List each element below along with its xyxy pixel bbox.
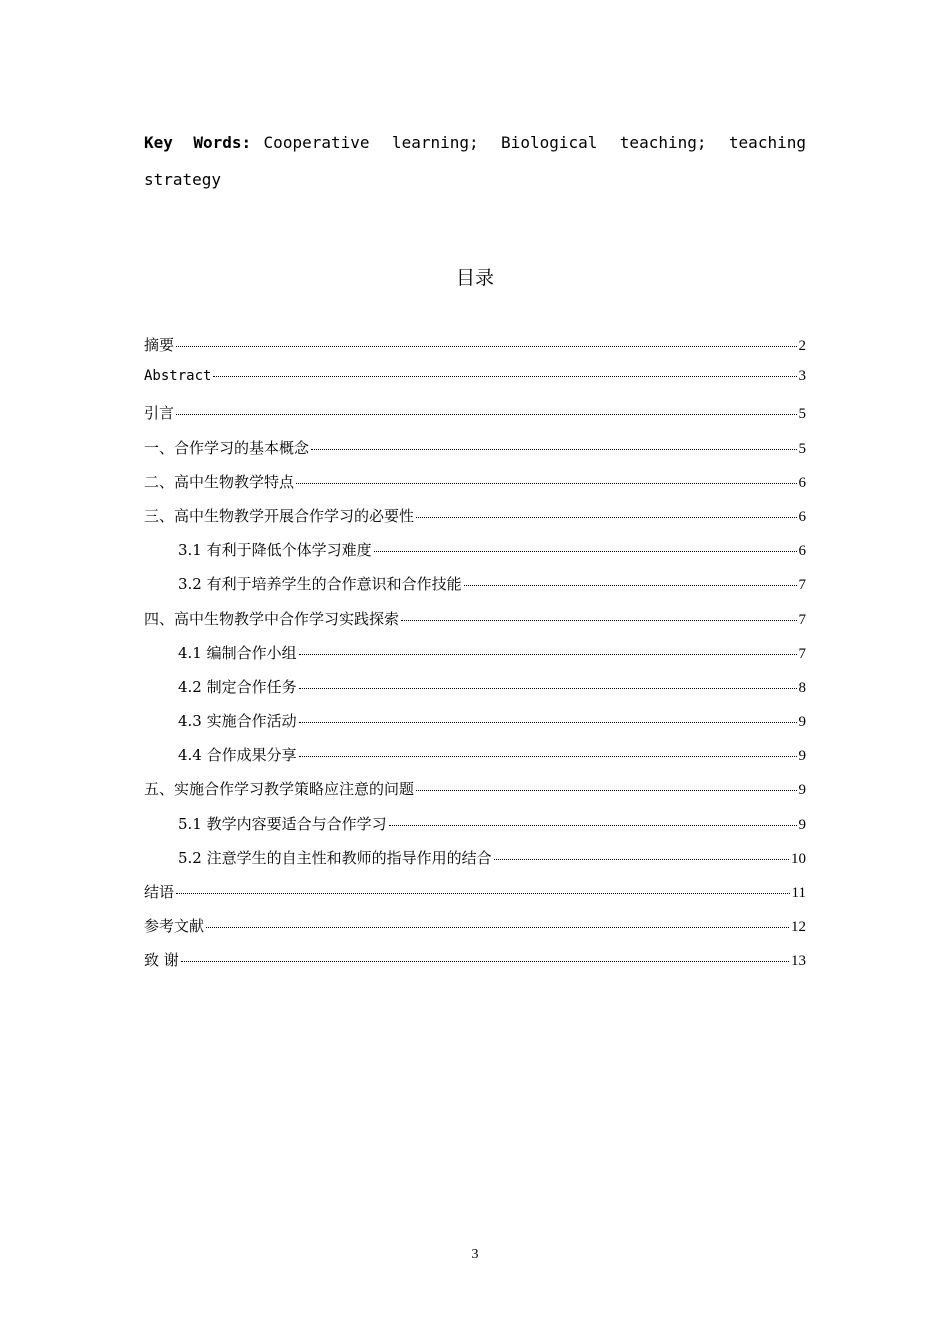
toc-entry-page: 10 [791, 850, 806, 867]
toc-entry[interactable] [144, 402, 806, 436]
toc-entry-label: 结语 [144, 883, 175, 901]
toc-entry-page: 7 [798, 577, 806, 594]
toc-dot-leader [206, 927, 789, 928]
toc-entry[interactable] [144, 471, 806, 505]
toc-entry-label: 3.1 有利于降低个体学习难度 [178, 541, 372, 560]
toc-dot-leader [494, 859, 789, 860]
toc-entry-page: 9 [798, 714, 806, 731]
toc-entry-label: 引言 [144, 404, 175, 423]
toc-entry[interactable] [144, 778, 806, 812]
toc-entry[interactable] [144, 437, 806, 471]
toc-entry-label: 五、实施合作学习教学策略应注意的问题 [144, 780, 415, 799]
toc-entry-page: 7 [798, 611, 806, 628]
toc-entry-page: 9 [798, 782, 806, 799]
toc-dot-leader [299, 756, 797, 757]
keywords-paragraph [144, 124, 806, 198]
toc-dot-leader [299, 688, 797, 689]
toc-entry-page: 9 [798, 748, 806, 765]
keywords-separator: : [241, 133, 252, 152]
toc-dot-leader [311, 449, 796, 450]
toc-dot-leader [176, 346, 796, 347]
toc-entry-label: 摘要 [144, 336, 175, 354]
toc-title: 目录 [455, 267, 494, 289]
toc-entry-page: 7 [798, 645, 806, 662]
toc-entry-label: 参考文献 [144, 917, 205, 936]
toc-entry-label: 3.2 有利于培养学生的合作意识和合作技能 [178, 575, 462, 594]
toc-entry[interactable] [144, 813, 806, 847]
toc-entry[interactable] [144, 642, 806, 676]
toc-entry-page: 5 [798, 406, 806, 423]
toc-entry-page: 8 [798, 679, 806, 696]
toc-entry[interactable] [144, 676, 806, 710]
toc-entry-page: 3 [798, 368, 806, 385]
page-number: 3 [471, 1247, 479, 1262]
toc-dot-leader [176, 893, 790, 894]
toc-entry[interactable] [144, 949, 806, 983]
toc-dot-leader [416, 517, 796, 518]
toc-entry[interactable] [144, 573, 806, 607]
toc-entry-label: 二、高中生物教学特点 [144, 472, 295, 491]
toc-dot-leader [181, 961, 789, 962]
toc-dot-leader [213, 376, 796, 377]
toc-dot-leader [416, 790, 796, 791]
toc-entry-label: 4.1 编制合作小组 [178, 643, 297, 662]
toc-entry-label: 三、高中生物教学开展合作学习的必要性 [144, 506, 415, 525]
table-of-contents [144, 334, 806, 984]
toc-dot-leader [299, 654, 797, 655]
toc-entry-page: 6 [798, 508, 806, 525]
toc-entry[interactable] [144, 608, 806, 642]
toc-entry-label: 4.4 合作成果分享 [178, 746, 297, 765]
toc-dot-leader [464, 585, 797, 586]
toc-entry-page: 5 [798, 440, 806, 457]
toc-entry[interactable] [144, 334, 806, 368]
toc-entry-label: 一、合作学习的基本概念 [144, 438, 310, 457]
toc-entry-label: Abstract [144, 368, 212, 385]
toc-entry[interactable] [144, 881, 806, 915]
toc-entry-label: 致 谢 [144, 951, 179, 970]
toc-dot-leader [176, 414, 796, 415]
toc-dot-leader [401, 620, 796, 621]
toc-entry-page: 12 [791, 919, 806, 936]
keywords-label: Key Words [144, 133, 242, 152]
toc-entry-label: 5.1 教学内容要适合与合作学习 [178, 814, 387, 833]
toc-entry[interactable] [144, 847, 806, 881]
toc-entry-label: 5.2 注意学生的自主性和教师的指导作用的结合 [178, 848, 492, 867]
toc-entry-label: 4.2 制定合作任务 [178, 677, 297, 696]
toc-dot-leader [389, 825, 797, 826]
toc-entry-page: 13 [791, 953, 806, 970]
toc-entry[interactable] [144, 915, 806, 949]
keywords-text: Cooperative learning; Biological teaching; teaching strategy [144, 133, 806, 189]
toc-entry[interactable] [144, 744, 806, 778]
toc-entry-page: 6 [798, 474, 806, 491]
toc-entry-label: 4.3 实施合作活动 [178, 712, 297, 731]
toc-entry[interactable] [144, 539, 806, 573]
toc-entry[interactable] [144, 710, 806, 744]
toc-entry-page: 6 [798, 543, 806, 560]
toc-entry-label: 四、高中生物教学中合作学习实践探索 [144, 609, 400, 628]
toc-entry-page: 9 [798, 816, 806, 833]
toc-entry[interactable] [144, 505, 806, 539]
toc-entry-page: 2 [798, 338, 806, 354]
toc-dot-leader [374, 551, 797, 552]
toc-entry[interactable] [144, 368, 806, 402]
toc-dot-leader [296, 483, 796, 484]
toc-dot-leader [299, 722, 797, 723]
toc-entry-page: 11 [791, 885, 806, 901]
